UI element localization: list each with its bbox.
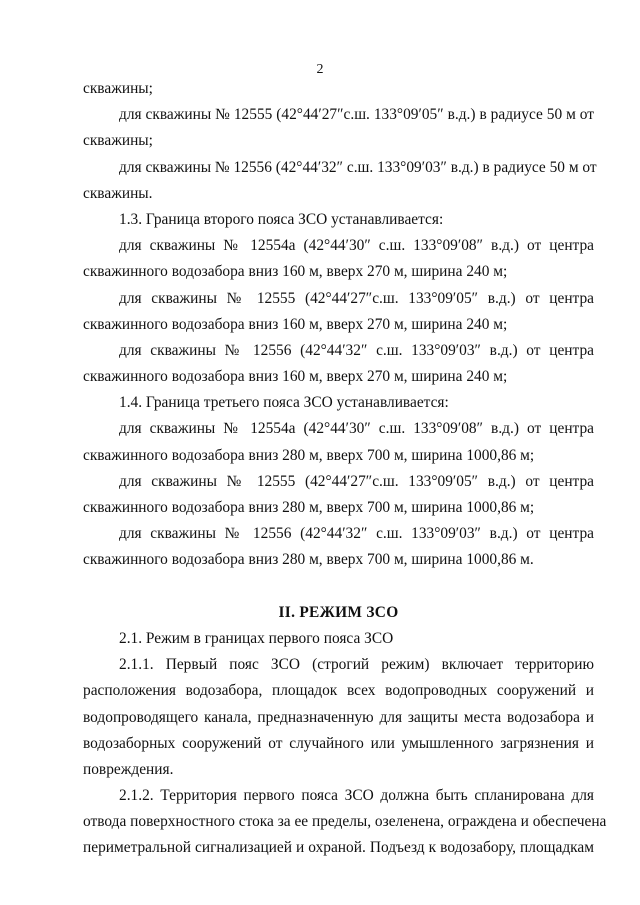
text-line: скважинного водозабора вниз 160 м, вверх 270 м, ширина 240 м;: [83, 263, 508, 281]
text-line: скважинного водозабора вниз 280 м, вверх 700 м, ширина 1000,86 м.: [83, 551, 534, 569]
text-line: водозаборных сооружений от случайного или умышленного загрязнения и: [83, 734, 594, 752]
text-line: скважины.: [83, 184, 153, 202]
text-line: для скважины № 12556 (42°44′32″ с.ш. 133°09′03″ в.д.) в радиусе 50 м от: [119, 158, 597, 176]
text-line: для скважины № 12555 (42°44′27″с.ш. 133°09′05″ в.д.) от центра: [119, 472, 594, 490]
text-line: 2.1. Режим в границах первого пояса ЗСО: [119, 629, 394, 647]
text-line: отвода поверхностного стока за ее пределы, озеленена, ограждена и обеспечена: [83, 813, 607, 831]
blank-line: [83, 574, 594, 600]
text-line: повреждения.: [83, 760, 174, 778]
text-line: для скважины № 12556 (42°44′32″ с.ш. 133°09′03″ в.д.) от центра: [119, 525, 594, 543]
text-line: периметральной сигнализацией и охраной. Подъезд к водозабору, площадкам: [83, 839, 594, 857]
text-line: скважинного водозабора вниз 160 м, вверх 270 м, ширина 240 м;: [83, 368, 508, 386]
text-line: водопроводящего канала, предназначенную для защиты места водозабора и: [83, 708, 594, 726]
text-line: для скважины № 12554а (42°44′30″ с.ш. 133°09′08″ в.д.) от центра: [119, 237, 594, 255]
text-line: скважинного водозабора вниз 160 м, вверх 270 м, ширина 240 м;: [83, 315, 508, 333]
text-line: 2.1.2. Территория первого пояса ЗСО должна быть спланирована для: [119, 787, 594, 805]
section-heading: II. РЕЖИМ ЗСО: [278, 603, 399, 621]
text-line: скважины;: [83, 132, 153, 150]
text-line: 2.1.1. Первый пояс ЗСО (строгий режим) включает территорию: [119, 656, 594, 674]
text-line: для скважины № 12555 (42°44′27″с.ш. 133°09′05″ в.д.) от центра: [119, 289, 594, 307]
text-line: скважинного водозабора вниз 280 м, вверх 700 м, ширина 1000,86 м;: [83, 446, 535, 464]
text-line: скважинного водозабора вниз 280 м, вверх 700 м, ширина 1000,86 м;: [83, 499, 535, 516]
text-line: 1.4. Граница третьего пояса ЗСО устанавливается:: [119, 394, 449, 412]
text-line: для скважины № 12556 (42°44′32″ с.ш. 133°09′03″ в.д.) от центра: [119, 341, 594, 359]
text-line: расположения водозабора, площадок всех водопроводных сооружений и: [83, 682, 594, 700]
text-line: 1.3. Граница второго пояса ЗСО устанавливается:: [119, 210, 444, 228]
text-line: для скважины № 12555 (42°44′27″с.ш. 133°09′05″ в.д.) в радиусе 50 м от: [119, 106, 594, 124]
text-line: для скважины № 12554а (42°44′30″ с.ш. 133°09′08″ в.д.) от центра: [119, 420, 594, 438]
text-line: скважины;: [83, 80, 153, 97]
document-body: [83, 76, 607, 862]
page-number: 2: [316, 62, 324, 77]
